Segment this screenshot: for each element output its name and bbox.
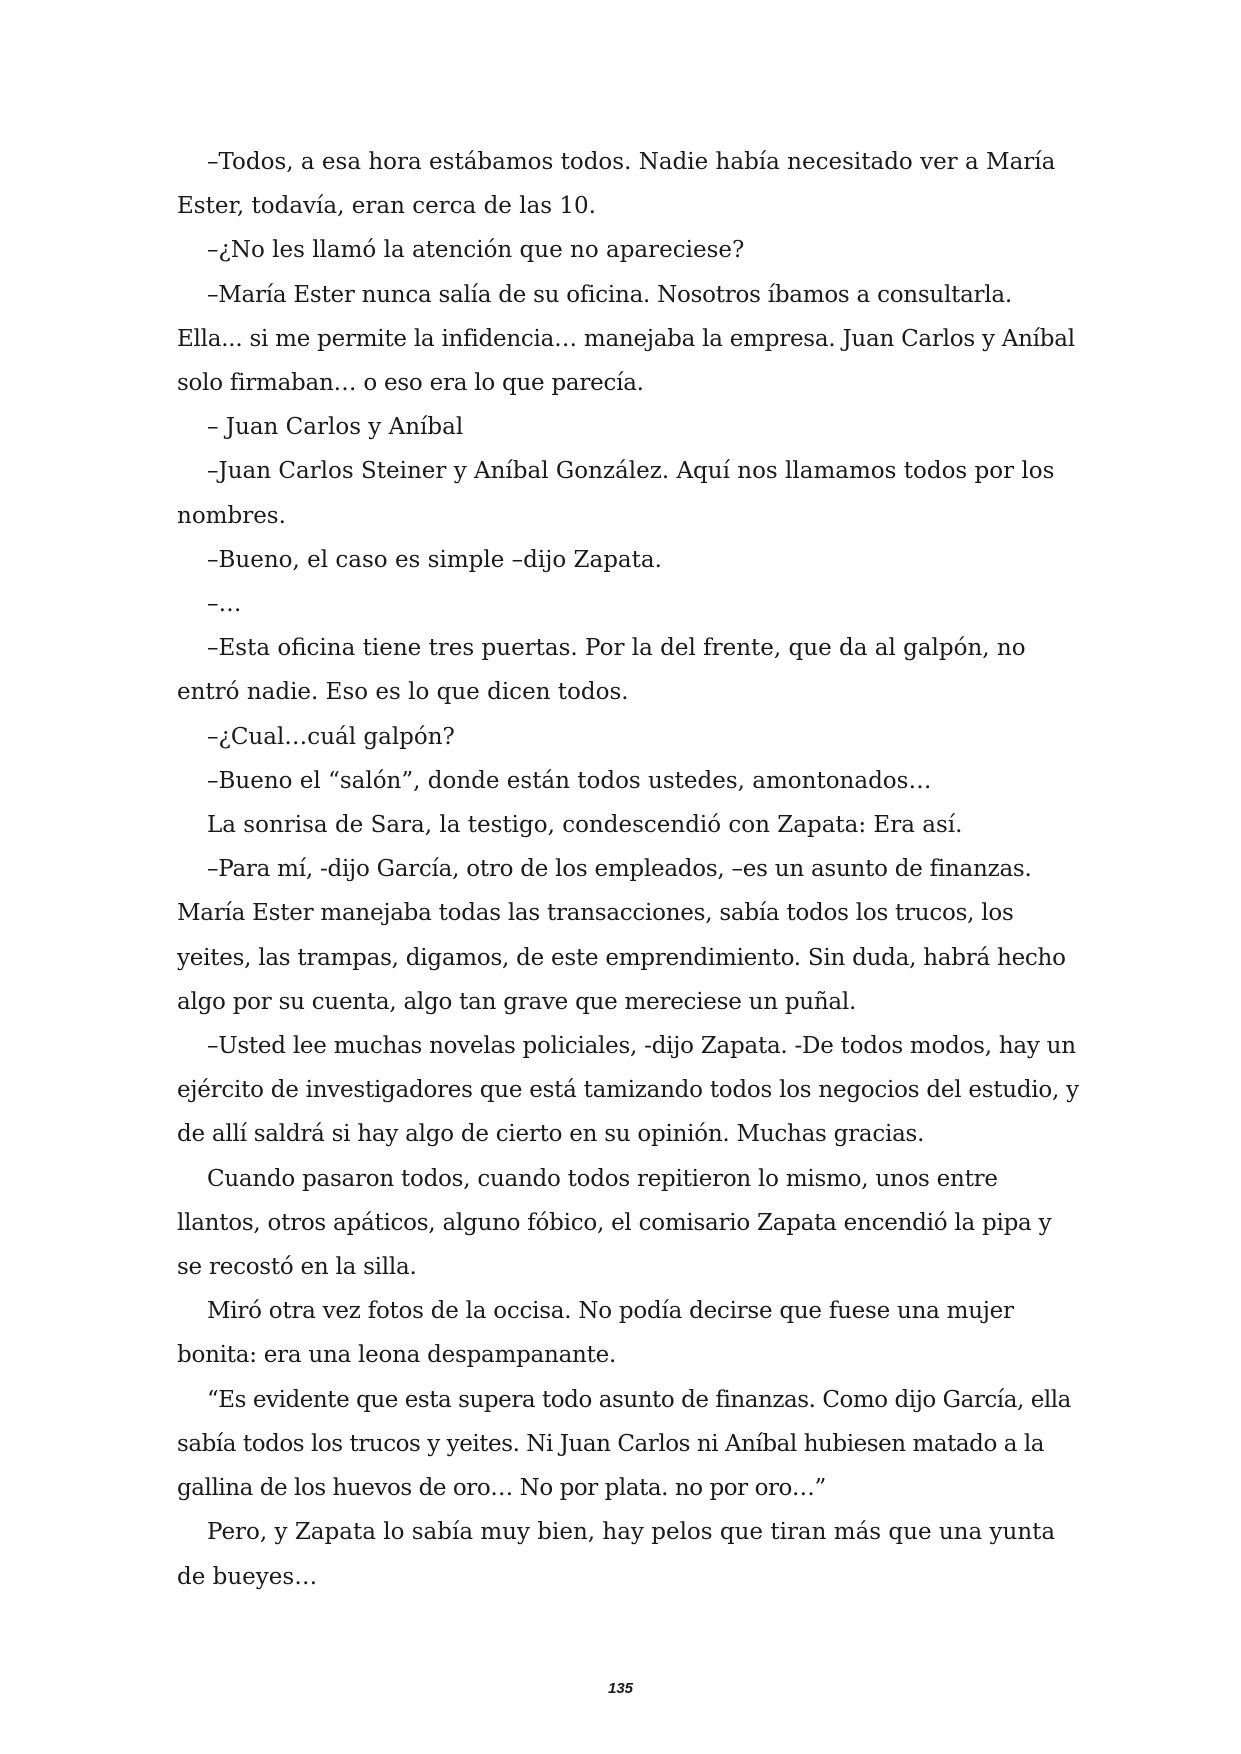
paragraph-2: –¿No les llamó la atención que no apareciese? xyxy=(207,237,745,264)
paragraph-13: –Usted lee muchas novelas policiales, -dijo Zapata. -De todos modos, hay un ejército de investigadores que está tamizando todos los negocios del estudio, y de allí saldrá si hay algo de cierto en su opinión. Muchas gracias. xyxy=(177,1033,1079,1148)
paragraph-3: –María Ester nunca salía de su oficina. Nosotros íbamos a consultarla. Ella... si me permite la infidencia… manejaba la empresa. Juan Carlos y Aníbal solo firmaban… o eso era lo que parecía. xyxy=(177,281,1075,397)
paragraph-17: Pero, y Zapata lo sabía muy bien, hay pelos que tiran más que una yunta de bueyes… xyxy=(177,1519,1056,1590)
paragraph-1: –Todos, a esa hora estábamos todos. Nadie había necesitado ver a María Ester, todavía, eran cerca de las 10. xyxy=(177,149,1056,220)
body-text xyxy=(177,140,1082,1599)
paragraph-11: La sonrisa de Sara, la testigo, condescendió con Zapata: Era así. xyxy=(207,812,963,839)
paragraph-12: –Para mí, -dijo García, otro de los empleados, –es un asunto de finanzas. María Ester manejaba todas las transacciones, sabía todos los trucos, los yeites, las trampas, digamos, de este emprendimiento. Sin duda, habrá hecho algo por su cuenta, algo tan grave que mereciese un puñal. xyxy=(177,856,1066,1015)
paragraph-9: –¿Cual…cuál galpón? xyxy=(207,723,455,750)
paragraph-16: “Es evidente que esta supera todo asunto de finanzas. Como dijo García, ella sabía todos los trucos y yeites. Ni Juan Carlos ni Aníbal hubiesen matado a la gallina de los huevos de oro… No por plata. no por oro…” xyxy=(177,1386,1071,1502)
paragraph-14: Cuando pasaron todos, cuando todos repitieron lo mismo, unos entre llantos, otros apáticos, alguno fóbico, el comisario Zapata encendió la pipa y se recostó en la silla. xyxy=(177,1165,1052,1281)
paragraph-7: –… xyxy=(207,591,242,618)
paragraph-8: –Esta oficina tiene tres puertas. Por la del frente, que da al galpón, no entró nadie. Eso es lo que dicen todos. xyxy=(177,635,1026,706)
paragraph-5: –Juan Carlos Steiner y Aníbal González. Aquí nos llamamos todos por los nombres. xyxy=(177,458,1055,529)
page-number: 135 xyxy=(607,1680,634,1697)
paragraph-4: – Juan Carlos y Aníbal xyxy=(207,414,464,441)
paragraph-15: Miró otra vez fotos de la occisa. No podía decirse que fuese una mujer bonita: era una leona despampanante. xyxy=(177,1298,1014,1369)
paragraph-6: –Bueno, el caso es simple –dijo Zapata. xyxy=(207,546,662,573)
paragraph-10: –Bueno el “salón”, donde están todos ustedes, amontonados… xyxy=(207,767,932,794)
